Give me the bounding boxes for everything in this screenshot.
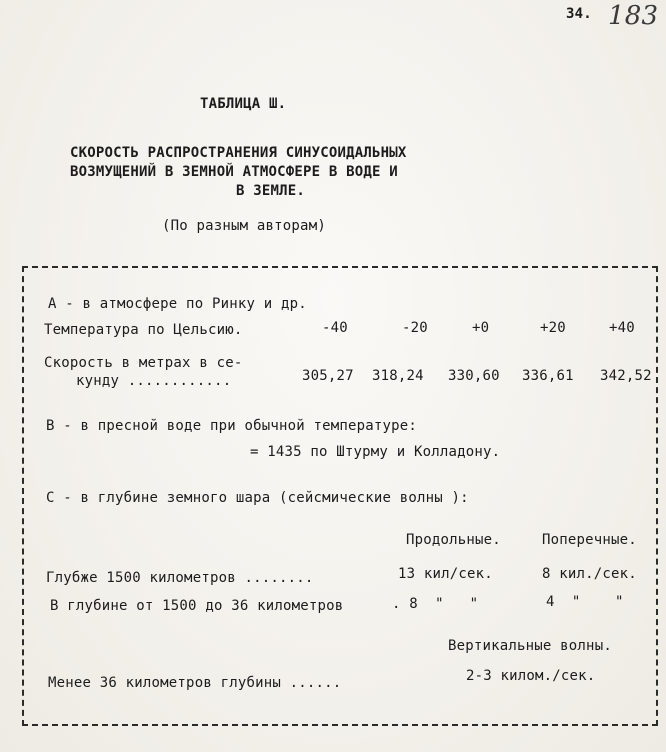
temp-value: -40 <box>322 320 348 336</box>
speed-value: 330,60 <box>448 368 500 384</box>
temp-value: -20 <box>402 320 428 336</box>
speed-value: 336,61 <box>522 368 574 384</box>
row-value-transverse: 8 кил./сек. <box>542 566 637 582</box>
speed-value: 342,52 <box>600 368 652 384</box>
temp-value: +20 <box>540 320 566 336</box>
row-value-longitudinal: 13 кил/сек. <box>398 566 493 582</box>
page-number: 34. <box>566 6 592 22</box>
row-label: Менее 36 километров глубины ...... <box>48 675 342 691</box>
speed-label-line-1: Скорость в метрах в се- <box>44 355 243 371</box>
section-b-value: = 1435 по Штурму и Колладону. <box>250 444 501 460</box>
temp-value: +40 <box>609 320 635 336</box>
row-value: 2-3 килом./сек. <box>466 668 596 684</box>
row-label: В глубине от 1500 до 36 километров <box>50 598 344 614</box>
section-c-title: С - в глубине земного шара (сейсмические волны ): <box>46 490 469 506</box>
speed-value: 305,27 <box>302 368 354 384</box>
heading-line-3: В ЗЕМЛЕ. <box>236 183 306 199</box>
temp-value: +0 <box>472 320 490 336</box>
speed-label-line-2: кунду ............ <box>76 373 232 389</box>
row-label: Глубже 1500 километров ........ <box>46 570 314 586</box>
archive-number: 183 <box>608 1 659 31</box>
row-value-transverse: 4 " " <box>546 594 624 610</box>
source-note: (По разным авторам) <box>162 218 326 234</box>
table-title: ТАБЛИЦА Ш. <box>200 96 287 112</box>
vertical-waves-label: Вертикальные волны. <box>448 638 612 654</box>
row-value-longitudinal: . 8 " " <box>392 596 479 612</box>
section-a-title: А - в атмосфере по Ринку и др. <box>48 296 307 312</box>
speed-value: 318,24 <box>372 368 424 384</box>
column-header-transverse: Поперечные. <box>542 532 637 548</box>
heading-line-1: СКОРОСТЬ РАСПРОСТРАНЕНИЯ СИНУСОИДАЛЬНЫХ <box>70 145 407 161</box>
section-b-title: В - в пресной воде при обычной температуре: <box>46 418 418 434</box>
temp-label: Температура по Цельсию. <box>44 322 243 338</box>
heading-line-2: ВОЗМУЩЕНИЙ В ЗЕМНОЙ АТМОСФЕРЕ В ВОДЕ И <box>70 164 398 180</box>
column-header-longitudinal: Продольные. <box>406 532 501 548</box>
